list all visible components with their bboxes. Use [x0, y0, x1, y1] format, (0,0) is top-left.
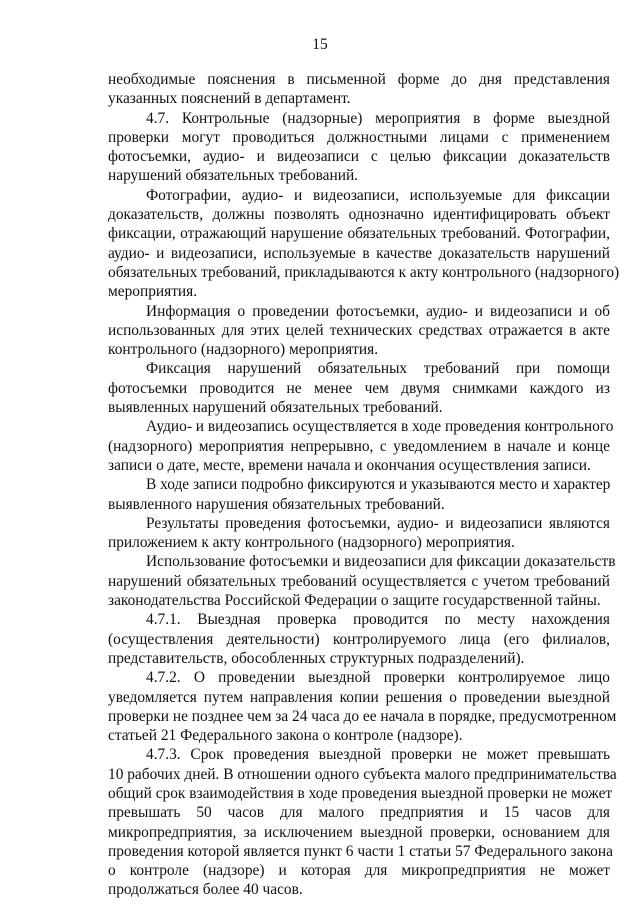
- text-line: 10 рабочих дней. В отношении одного субъекта малого предпринимательства: [108, 765, 617, 783]
- text-line: законодательства Российской Федерации о защите государственной тайны.: [108, 592, 601, 610]
- text-line: выявленного нарушения обязательных требований.: [108, 495, 445, 513]
- paragraph: [108, 610, 610, 668]
- text-line: проведения которой является пункт 6 части 1 статьи 57 Федерального закона: [108, 842, 613, 860]
- text-line: Информация о проведении фотосъемки, аудио- и видеозаписи и об: [146, 302, 610, 320]
- text-line: 4.7.3. Срок проведения выездной проверки не может превышать: [146, 746, 610, 764]
- text-line: Аудио- и видеозапись осуществляется в ходе проведения контрольного: [146, 418, 614, 436]
- text-line: Фотографии, аудио- и видеозаписи, используемые для фиксации: [146, 186, 610, 204]
- text-line: общий срок взаимодействия в ходе проведения выездной проверки не может: [108, 784, 613, 802]
- text-line: фиксации, отражающий нарушение обязательных требований. Фотографии,: [108, 225, 610, 243]
- text-line: микропредприятия, за исключением выездной проверки, основанием для: [108, 823, 610, 841]
- paragraph: [108, 186, 620, 302]
- text-line: 4.7.2. О проведении выездной проверки контролируемое лицо: [146, 669, 610, 687]
- text-line: Использование фотосъемки и видеозаписи для фиксации доказательств: [146, 553, 616, 571]
- text-line: нарушений обязательных требований осуществляется с учетом требований: [108, 572, 610, 590]
- text-line: проверки не позднее чем за 24 часа до ее начала в порядке, предусмотренном: [108, 707, 617, 725]
- text-line: статьей 21 Федерального закона о контроле (надзоре).: [108, 727, 463, 745]
- document-body: [108, 70, 620, 900]
- text-line: представительств, обособленных структурных подразделений).: [108, 649, 525, 667]
- text-line: мероприятия.: [108, 283, 198, 301]
- paragraph: [108, 514, 610, 553]
- text-line: (надзорного) мероприятия непрерывно, с уведомлением в начале и конце: [108, 437, 610, 455]
- text-line: продолжаться более 40 часов.: [108, 881, 303, 899]
- text-line: доказательств, должны позволять однозначно идентифицировать объект: [108, 206, 610, 224]
- text-line: использованных для этих целей технических средствах отражается в акте: [108, 321, 610, 339]
- text-line: фотосъемки проводится не менее чем двумя снимками каждого из: [108, 379, 610, 397]
- page-number: 15: [312, 36, 328, 53]
- text-line: уведомляется путем направления копии решения о проведении выездной: [108, 688, 610, 706]
- text-line: превышать 50 часов для малого предприятия и 15 часов для: [108, 804, 610, 822]
- text-line: выявленных нарушений обязательных требований.: [108, 399, 443, 417]
- paragraph: [108, 475, 610, 514]
- paragraph: [108, 359, 610, 417]
- paragraph: [108, 109, 610, 186]
- text-line: фотосъемки, аудио- и видеозаписи с целью фиксации доказательств: [108, 148, 610, 166]
- text-line: необходимые пояснения в письменной форме до дня представления: [108, 71, 610, 88]
- text-line: приложением к акту контрольного (надзорного) мероприятия.: [108, 534, 515, 552]
- paragraph: [108, 668, 617, 745]
- text-line: аудио- и видеозаписи, используемые в качестве доказательств нарушений: [108, 244, 610, 262]
- text-line: контрольного (надзорного) мероприятия.: [108, 341, 379, 359]
- text-line: указанных пояснений в департамент.: [108, 90, 351, 108]
- text-line: записи о дате, месте, времени начала и окончания осуществления записи.: [108, 456, 591, 474]
- text-line: нарушений обязательных требований.: [108, 167, 359, 185]
- paragraph: [108, 302, 610, 360]
- paragraph: [108, 70, 610, 109]
- text-line: Фиксация нарушений обязательных требований при помощи: [146, 360, 610, 378]
- text-line: В ходе записи подробно фиксируются и указываются место и характер: [146, 476, 611, 494]
- text-line: проверки могут проводиться должностными лицами с применением: [108, 128, 610, 146]
- text-line: 4.7. Контрольные (надзорные) мероприятия в форме выездной: [146, 109, 610, 127]
- text-line: Результаты проведения фотосъемки, аудио- и видеозаписи являются: [146, 514, 610, 532]
- text-line: обязательных требований, прикладываются к акту контрольного (надзорного): [108, 263, 620, 281]
- paragraph: [108, 417, 614, 475]
- paragraph: [108, 745, 617, 899]
- paragraph: [108, 552, 616, 610]
- text-line: 4.7.1. Выездная проверка проводится по месту нахождения: [146, 611, 610, 629]
- text-line: (осуществления деятельности) контролируемого лица (его филиалов,: [108, 630, 610, 648]
- text-line: о контроле (надзоре) и которая для микропредприятия не может: [108, 862, 610, 880]
